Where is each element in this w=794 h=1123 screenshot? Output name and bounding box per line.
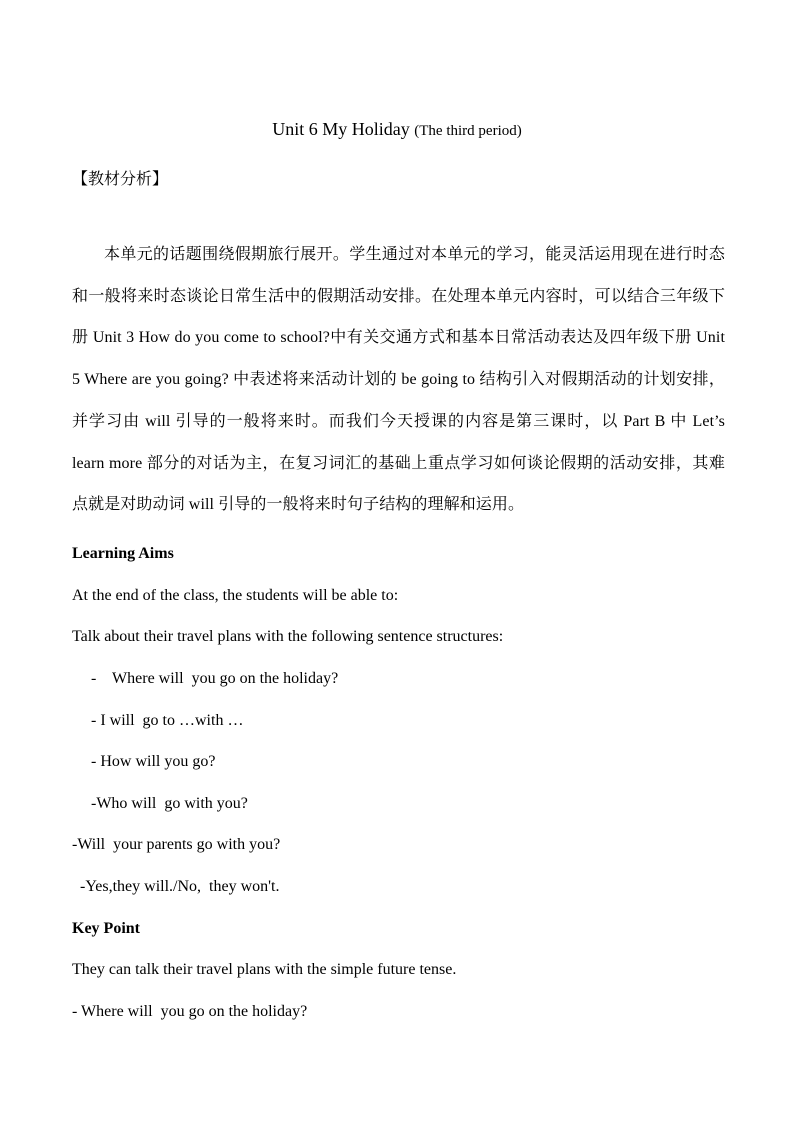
document-title: [0, 117, 794, 143]
key-point-heading: Key Point: [72, 920, 140, 937]
aims-talk: Talk about their travel plans with the following sentence structures:: [72, 628, 504, 645]
structure-item: - I will go to …with …: [91, 712, 244, 729]
analysis-paragraph: 本单元的话题围绕假期旅行展开。学生通过对本单元的学习，能灵活运用现在进行时态和一般将来时态谈论日常生活中的假期活动安排。在处理本单元内容时，可以结合三年级下册 Unit 3 How do you come to school?中有关交通方式和基本日常活动表达及四年级下册 Unit 5 Where are you going? 中表述将来活动计划的 be going to 结构引入对假期活动的计划安排，并学习由 will 引导的一般将来时。而我们今天授课的内容是第三课时，以 Part B 中 Let’s learn more 部分的对话为主，在复习词汇的基础上重点学习如何谈论假期的活动安排，其难点就是对助动词 will 引导的一般将来时句子结构的理解和运用。: [72, 246, 725, 514]
title-main: Unit 6 My Holiday: [272, 119, 415, 139]
key-point-example: - Where will you go on the holiday?: [72, 1003, 308, 1020]
title-subtitle: (The third period): [414, 123, 522, 139]
section-heading-analysis: 【教材分析】: [72, 171, 169, 188]
learning-aims-heading: Learning Aims: [72, 545, 174, 562]
structure-item: -Who will go with you?: [91, 795, 248, 812]
structure-item: -Yes,they will./No, they won't.: [80, 878, 280, 895]
structure-item: - How will you go?: [91, 753, 216, 770]
key-point-text: They can talk their travel plans with the simple future tense.: [72, 961, 457, 978]
aims-intro: At the end of the class, the students will be able to:: [72, 587, 399, 604]
structure-item: - Where will you go on the holiday?: [91, 670, 339, 687]
structure-item: -Will your parents go with you?: [72, 836, 281, 853]
